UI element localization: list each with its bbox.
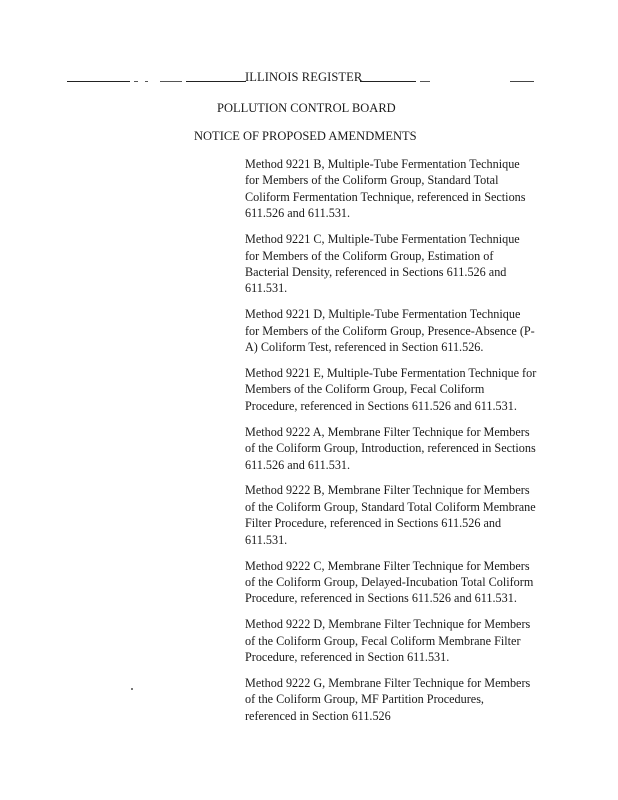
method-list — [245, 156, 540, 734]
entry-line: Method 9222 C, Membrane Filter Technique for Members — [245, 558, 530, 573]
entry-line: Coliform Fermentation Technique, referenced in Sections — [245, 189, 526, 204]
method-entry — [245, 675, 540, 724]
entry-line: 611.526 and 611.531. — [245, 457, 351, 472]
register-title: ILLINOIS REGISTER — [245, 70, 363, 84]
header-rule-segment — [145, 81, 148, 82]
entry-line: of the Coliform Group, Fecal Coliform Membrane Filter — [245, 633, 521, 648]
header-rule-segment — [510, 81, 534, 82]
header-rule-segment — [67, 81, 130, 82]
scan-speck — [131, 688, 133, 690]
entry-line: Members of the Coliform Group, Fecal Coliform — [245, 382, 485, 397]
header-rule-segment — [186, 81, 246, 82]
entry-line: 611.531. — [245, 532, 288, 547]
method-entry — [245, 616, 540, 665]
notice-title: NOTICE OF PROPOSED AMENDMENTS — [194, 129, 417, 143]
method-entry — [245, 482, 540, 548]
header-rule-segment — [160, 81, 182, 82]
entry-line: Method 9222 D, Membrane Filter Technique for Members — [245, 617, 531, 632]
entry-line: A) Coliform Test, referenced in Section 611.526. — [245, 340, 484, 355]
entry-line: Method 9221 E, Multiple-Tube Fermentation Technique for — [245, 365, 537, 380]
entry-line: of the Coliform Group, Delayed-Incubation Total Coliform — [245, 574, 534, 589]
entry-line: Procedure, referenced in Sections 611.526 and 611.531. — [245, 591, 517, 606]
entry-line: of the Coliform Group, Introduction, referenced in Sections — [245, 441, 536, 456]
entry-line: for Members of the Coliform Group, Presence-Absence (P- — [245, 323, 535, 338]
entry-line: Method 9221 C, Multiple-Tube Fermentation Technique — [245, 232, 520, 247]
entry-line: of the Coliform Group, MF Partition Procedures, — [245, 692, 484, 707]
method-entry — [245, 156, 540, 222]
entry-line: Method 9221 B, Multiple-Tube Fermentation Technique — [245, 157, 520, 171]
entry-line: 611.531. — [245, 281, 288, 296]
entry-line: Procedure, referenced in Sections 611.526 and 611.531. — [245, 398, 517, 413]
method-entry — [245, 231, 540, 297]
entry-line: for Members of the Coliform Group, Estimation of — [245, 248, 494, 263]
entry-line: Method 9222 G, Membrane Filter Technique for Members — [245, 675, 531, 690]
entry-line: Bacterial Density, referenced in Sections 611.526 and — [245, 264, 507, 279]
entry-line: Method 9222 B, Membrane Filter Technique for Members — [245, 483, 530, 498]
board-title: POLLUTION CONTROL BOARD — [217, 101, 396, 115]
header-rule-segment — [134, 81, 138, 82]
entry-line: referenced in Section 611.526 — [245, 708, 391, 723]
header-rule-segment — [420, 81, 430, 82]
entry-line: Filter Procedure, referenced in Sections 611.526 and — [245, 516, 502, 531]
method-entry — [245, 306, 540, 355]
entry-line: 611.526 and 611.531. — [245, 206, 351, 221]
entry-line: Procedure, referenced in Section 611.531. — [245, 650, 450, 665]
entry-line: Method 9221 D, Multiple-Tube Fermentation Technique — [245, 307, 521, 322]
header-rule-segment — [360, 81, 416, 82]
entry-line: Method 9222 A, Membrane Filter Technique for Members — [245, 424, 530, 439]
entry-line: of the Coliform Group, Standard Total Coliform Membrane — [245, 499, 536, 514]
entry-line: for Members of the Coliform Group, Standard Total — [245, 173, 499, 188]
method-entry — [245, 558, 540, 607]
method-entry — [245, 424, 540, 473]
method-entry — [245, 365, 540, 414]
